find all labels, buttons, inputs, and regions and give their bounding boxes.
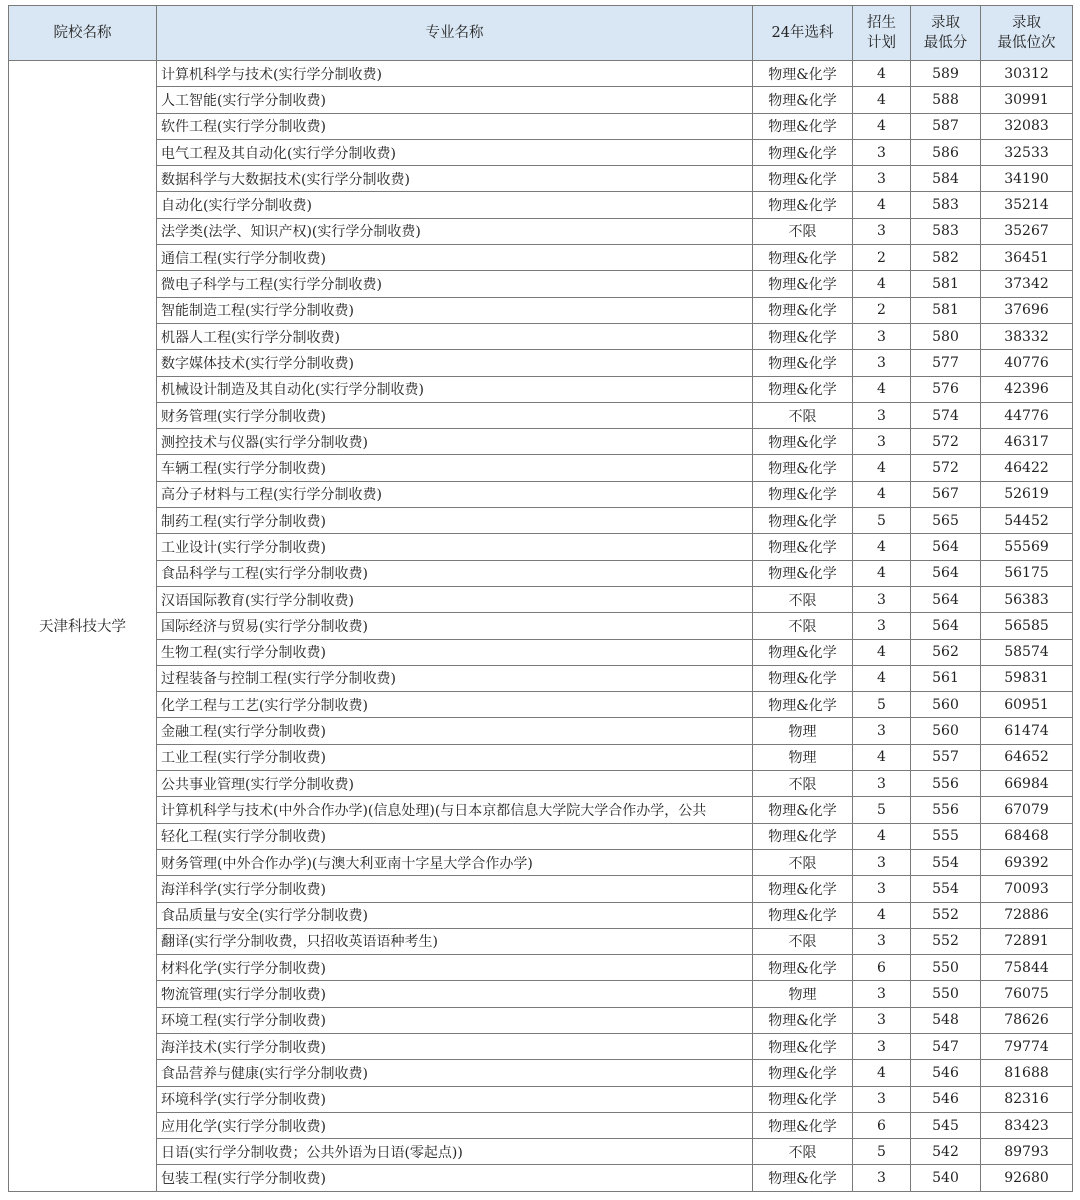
plan-cell: 4 bbox=[853, 376, 911, 402]
admission-table bbox=[8, 5, 1073, 1192]
major-cell: 食品质量与安全(实行学分制收费) bbox=[157, 902, 753, 928]
min-rank-cell: 38332 bbox=[981, 323, 1073, 349]
major-cell: 生物工程(实行学分制收费) bbox=[157, 639, 753, 665]
major-cell: 材料化学(实行学分制收费) bbox=[157, 955, 753, 981]
min-rank-cell: 75844 bbox=[981, 955, 1073, 981]
min-rank-cell: 67079 bbox=[981, 797, 1073, 823]
subjects-cell: 物理&化学 bbox=[753, 323, 853, 349]
table-row bbox=[9, 534, 1073, 560]
subjects-cell: 物理&化学 bbox=[753, 376, 853, 402]
min-rank-cell: 56585 bbox=[981, 613, 1073, 639]
subjects-cell: 物理&化学 bbox=[753, 350, 853, 376]
min-score-cell: 583 bbox=[911, 218, 981, 244]
table-row bbox=[9, 429, 1073, 455]
table-row bbox=[9, 139, 1073, 165]
plan-cell: 3 bbox=[853, 350, 911, 376]
min-score-cell: 581 bbox=[911, 271, 981, 297]
min-rank-cell: 55569 bbox=[981, 534, 1073, 560]
subjects-cell: 物理&化学 bbox=[753, 639, 853, 665]
subjects-cell: 不限 bbox=[753, 218, 853, 244]
header-school: 院校名称 bbox=[9, 6, 157, 61]
plan-cell: 4 bbox=[853, 665, 911, 691]
table-row bbox=[9, 718, 1073, 744]
table-row bbox=[9, 797, 1073, 823]
min-score-cell: 545 bbox=[911, 1112, 981, 1138]
table-row bbox=[9, 665, 1073, 691]
major-cell: 物流管理(实行学分制收费) bbox=[157, 981, 753, 1007]
subjects-cell: 不限 bbox=[753, 1139, 853, 1165]
min-score-cell: 557 bbox=[911, 744, 981, 770]
table-row bbox=[9, 323, 1073, 349]
table-row bbox=[9, 61, 1073, 87]
subjects-cell: 物理&化学 bbox=[753, 534, 853, 560]
major-cell: 计算机科学与技术(中外合作办学)(信息处理)(与日本京都信息大学院大学合作办学，公共 bbox=[157, 797, 753, 823]
table-row bbox=[9, 481, 1073, 507]
min-rank-cell: 32083 bbox=[981, 113, 1073, 139]
min-rank-cell: 37342 bbox=[981, 271, 1073, 297]
min-score-cell: 547 bbox=[911, 1033, 981, 1059]
table-row bbox=[9, 508, 1073, 534]
subjects-cell: 物理&化学 bbox=[753, 481, 853, 507]
min-score-cell: 546 bbox=[911, 1060, 981, 1086]
plan-cell: 3 bbox=[853, 1165, 911, 1191]
table-row bbox=[9, 1060, 1073, 1086]
min-rank-cell: 54452 bbox=[981, 508, 1073, 534]
plan-cell: 4 bbox=[853, 271, 911, 297]
min-score-cell: 574 bbox=[911, 402, 981, 428]
subjects-cell: 物理&化学 bbox=[753, 139, 853, 165]
header-score-line1: 录取 bbox=[931, 15, 960, 31]
plan-cell: 5 bbox=[853, 692, 911, 718]
min-rank-cell: 66984 bbox=[981, 771, 1073, 797]
subjects-cell: 不限 bbox=[753, 402, 853, 428]
major-cell: 环境工程(实行学分制收费) bbox=[157, 1007, 753, 1033]
plan-cell: 3 bbox=[853, 166, 911, 192]
major-cell: 财务管理(中外合作办学)(与澳大利亚南十字星大学合作办学) bbox=[157, 849, 753, 875]
major-cell: 工业工程(实行学分制收费) bbox=[157, 744, 753, 770]
min-rank-cell: 36451 bbox=[981, 245, 1073, 271]
major-cell: 翻译(实行学分制收费，只招收英语语种考生) bbox=[157, 928, 753, 954]
min-rank-cell: 46422 bbox=[981, 455, 1073, 481]
subjects-cell: 物理&化学 bbox=[753, 1165, 853, 1191]
min-rank-cell: 78626 bbox=[981, 1007, 1073, 1033]
major-cell: 车辆工程(实行学分制收费) bbox=[157, 455, 753, 481]
header-plan bbox=[853, 6, 911, 61]
major-cell: 汉语国际教育(实行学分制收费) bbox=[157, 586, 753, 612]
subjects-cell: 物理&化学 bbox=[753, 560, 853, 586]
table-row bbox=[9, 639, 1073, 665]
min-rank-cell: 69392 bbox=[981, 849, 1073, 875]
table-row bbox=[9, 1086, 1073, 1112]
major-cell: 数字媒体技术(实行学分制收费) bbox=[157, 350, 753, 376]
table-row bbox=[9, 271, 1073, 297]
plan-cell: 3 bbox=[853, 981, 911, 1007]
plan-cell: 3 bbox=[853, 1086, 911, 1112]
plan-cell: 6 bbox=[853, 1112, 911, 1138]
table-row bbox=[9, 955, 1073, 981]
table-row bbox=[9, 1139, 1073, 1165]
min-rank-cell: 44776 bbox=[981, 402, 1073, 428]
plan-cell: 2 bbox=[853, 245, 911, 271]
min-score-cell: 564 bbox=[911, 560, 981, 586]
table-row bbox=[9, 113, 1073, 139]
subjects-cell: 物理 bbox=[753, 981, 853, 1007]
min-rank-cell: 52619 bbox=[981, 481, 1073, 507]
major-cell: 人工智能(实行学分制收费) bbox=[157, 87, 753, 113]
subjects-cell: 物理&化学 bbox=[753, 113, 853, 139]
major-cell: 财务管理(实行学分制收费) bbox=[157, 402, 753, 428]
min-rank-cell: 70093 bbox=[981, 876, 1073, 902]
min-score-cell: 567 bbox=[911, 481, 981, 507]
min-score-cell: 589 bbox=[911, 61, 981, 87]
min-score-cell: 556 bbox=[911, 771, 981, 797]
subjects-cell: 物理&化学 bbox=[753, 692, 853, 718]
major-cell: 包装工程(实行学分制收费) bbox=[157, 1165, 753, 1191]
major-cell: 海洋技术(实行学分制收费) bbox=[157, 1033, 753, 1059]
plan-cell: 3 bbox=[853, 849, 911, 875]
min-rank-cell: 35214 bbox=[981, 192, 1073, 218]
plan-cell: 4 bbox=[853, 87, 911, 113]
table-row bbox=[9, 245, 1073, 271]
min-score-cell: 550 bbox=[911, 981, 981, 1007]
major-cell: 轻化工程(实行学分制收费) bbox=[157, 823, 753, 849]
min-rank-cell: 60951 bbox=[981, 692, 1073, 718]
subjects-cell: 物理&化学 bbox=[753, 429, 853, 455]
table-row bbox=[9, 613, 1073, 639]
major-cell: 海洋科学(实行学分制收费) bbox=[157, 876, 753, 902]
admission-table-container bbox=[8, 5, 1072, 1192]
min-score-cell: 584 bbox=[911, 166, 981, 192]
min-rank-cell: 56383 bbox=[981, 586, 1073, 612]
min-score-cell: 552 bbox=[911, 928, 981, 954]
min-score-cell: 560 bbox=[911, 718, 981, 744]
major-cell: 化学工程与工艺(实行学分制收费) bbox=[157, 692, 753, 718]
plan-cell: 5 bbox=[853, 1139, 911, 1165]
table-row bbox=[9, 902, 1073, 928]
min-score-cell: 546 bbox=[911, 1086, 981, 1112]
subjects-cell: 物理&化学 bbox=[753, 1086, 853, 1112]
subjects-cell: 物理&化学 bbox=[753, 61, 853, 87]
min-rank-cell: 82316 bbox=[981, 1086, 1073, 1112]
min-score-cell: 586 bbox=[911, 139, 981, 165]
plan-cell: 4 bbox=[853, 192, 911, 218]
min-rank-cell: 46317 bbox=[981, 429, 1073, 455]
table-row bbox=[9, 876, 1073, 902]
subjects-cell: 物理&化学 bbox=[753, 1060, 853, 1086]
min-score-cell: 582 bbox=[911, 245, 981, 271]
min-rank-cell: 72891 bbox=[981, 928, 1073, 954]
table-row bbox=[9, 771, 1073, 797]
header-min-score bbox=[911, 6, 981, 61]
subjects-cell: 物理&化学 bbox=[753, 166, 853, 192]
header-min-rank bbox=[981, 6, 1073, 61]
min-rank-cell: 30991 bbox=[981, 87, 1073, 113]
min-score-cell: 554 bbox=[911, 849, 981, 875]
major-cell: 过程装备与控制工程(实行学分制收费) bbox=[157, 665, 753, 691]
min-score-cell: 562 bbox=[911, 639, 981, 665]
table-row bbox=[9, 744, 1073, 770]
min-score-cell: 554 bbox=[911, 876, 981, 902]
min-rank-cell: 32533 bbox=[981, 139, 1073, 165]
table-body bbox=[9, 61, 1073, 1192]
major-cell: 电气工程及其自动化(实行学分制收费) bbox=[157, 139, 753, 165]
header-rank-line1: 录取 bbox=[1012, 15, 1041, 31]
table-row bbox=[9, 218, 1073, 244]
major-cell: 工业设计(实行学分制收费) bbox=[157, 534, 753, 560]
min-rank-cell: 61474 bbox=[981, 718, 1073, 744]
table-row bbox=[9, 87, 1073, 113]
min-rank-cell: 40776 bbox=[981, 350, 1073, 376]
min-rank-cell: 64652 bbox=[981, 744, 1073, 770]
major-cell: 高分子材料与工程(实行学分制收费) bbox=[157, 481, 753, 507]
min-score-cell: 542 bbox=[911, 1139, 981, 1165]
subjects-cell: 物理&化学 bbox=[753, 665, 853, 691]
min-rank-cell: 30312 bbox=[981, 61, 1073, 87]
subjects-cell: 物理&化学 bbox=[753, 902, 853, 928]
plan-cell: 3 bbox=[853, 429, 911, 455]
table-row bbox=[9, 166, 1073, 192]
min-rank-cell: 76075 bbox=[981, 981, 1073, 1007]
major-cell: 智能制造工程(实行学分制收费) bbox=[157, 297, 753, 323]
major-cell: 数据科学与大数据技术(实行学分制收费) bbox=[157, 166, 753, 192]
min-rank-cell: 72886 bbox=[981, 902, 1073, 928]
min-score-cell: 572 bbox=[911, 429, 981, 455]
plan-cell: 4 bbox=[853, 902, 911, 928]
subjects-cell: 不限 bbox=[753, 613, 853, 639]
plan-cell: 3 bbox=[853, 1007, 911, 1033]
plan-cell: 4 bbox=[853, 639, 911, 665]
plan-cell: 4 bbox=[853, 455, 911, 481]
table-row bbox=[9, 981, 1073, 1007]
major-cell: 公共事业管理(实行学分制收费) bbox=[157, 771, 753, 797]
min-score-cell: 577 bbox=[911, 350, 981, 376]
plan-cell: 5 bbox=[853, 797, 911, 823]
major-cell: 应用化学(实行学分制收费) bbox=[157, 1112, 753, 1138]
min-score-cell: 581 bbox=[911, 297, 981, 323]
subjects-cell: 不限 bbox=[753, 771, 853, 797]
plan-cell: 3 bbox=[853, 402, 911, 428]
table-row bbox=[9, 402, 1073, 428]
min-score-cell: 548 bbox=[911, 1007, 981, 1033]
table-row bbox=[9, 849, 1073, 875]
major-cell: 日语(实行学分制收费；公共外语为日语(零起点)) bbox=[157, 1139, 753, 1165]
plan-cell: 4 bbox=[853, 113, 911, 139]
subjects-cell: 不限 bbox=[753, 849, 853, 875]
min-rank-cell: 83423 bbox=[981, 1112, 1073, 1138]
min-rank-cell: 68468 bbox=[981, 823, 1073, 849]
min-rank-cell: 59831 bbox=[981, 665, 1073, 691]
table-row bbox=[9, 350, 1073, 376]
min-score-cell: 588 bbox=[911, 87, 981, 113]
plan-cell: 4 bbox=[853, 744, 911, 770]
subjects-cell: 物理&化学 bbox=[753, 192, 853, 218]
plan-cell: 4 bbox=[853, 61, 911, 87]
min-score-cell: 550 bbox=[911, 955, 981, 981]
min-rank-cell: 58574 bbox=[981, 639, 1073, 665]
table-row bbox=[9, 1165, 1073, 1191]
min-score-cell: 587 bbox=[911, 113, 981, 139]
subjects-cell: 不限 bbox=[753, 928, 853, 954]
plan-cell: 3 bbox=[853, 718, 911, 744]
table-row bbox=[9, 455, 1073, 481]
table-row bbox=[9, 1112, 1073, 1138]
header-plan-line1: 招生 bbox=[867, 15, 896, 31]
subjects-cell: 物理&化学 bbox=[753, 797, 853, 823]
header-subjects: 24年选科 bbox=[753, 6, 853, 61]
plan-cell: 3 bbox=[853, 613, 911, 639]
min-rank-cell: 56175 bbox=[981, 560, 1073, 586]
table-row bbox=[9, 692, 1073, 718]
table-row bbox=[9, 1007, 1073, 1033]
min-score-cell: 564 bbox=[911, 613, 981, 639]
table-row bbox=[9, 297, 1073, 323]
major-cell: 制药工程(实行学分制收费) bbox=[157, 508, 753, 534]
plan-cell: 4 bbox=[853, 1060, 911, 1086]
table-row bbox=[9, 560, 1073, 586]
plan-cell: 2 bbox=[853, 297, 911, 323]
subjects-cell: 不限 bbox=[753, 586, 853, 612]
major-cell: 计算机科学与技术(实行学分制收费) bbox=[157, 61, 753, 87]
subjects-cell: 物理 bbox=[753, 718, 853, 744]
major-cell: 测控技术与仪器(实行学分制收费) bbox=[157, 429, 753, 455]
min-rank-cell: 37696 bbox=[981, 297, 1073, 323]
subjects-cell: 物理&化学 bbox=[753, 1007, 853, 1033]
major-cell: 机械设计制造及其自动化(实行学分制收费) bbox=[157, 376, 753, 402]
min-rank-cell: 42396 bbox=[981, 376, 1073, 402]
major-cell: 法学类(法学、知识产权)(实行学分制收费) bbox=[157, 218, 753, 244]
plan-cell: 3 bbox=[853, 876, 911, 902]
subjects-cell: 物理&化学 bbox=[753, 271, 853, 297]
table-row bbox=[9, 376, 1073, 402]
min-score-cell: 564 bbox=[911, 534, 981, 560]
subjects-cell: 物理&化学 bbox=[753, 1033, 853, 1059]
table-row bbox=[9, 1033, 1073, 1059]
plan-cell: 3 bbox=[853, 586, 911, 612]
major-cell: 食品科学与工程(实行学分制收费) bbox=[157, 560, 753, 586]
major-cell: 自动化(实行学分制收费) bbox=[157, 192, 753, 218]
subjects-cell: 物理&化学 bbox=[753, 245, 853, 271]
plan-cell: 3 bbox=[853, 323, 911, 349]
min-rank-cell: 92680 bbox=[981, 1165, 1073, 1191]
subjects-cell: 物理&化学 bbox=[753, 823, 853, 849]
plan-cell: 3 bbox=[853, 218, 911, 244]
table-header bbox=[9, 6, 1073, 61]
major-cell: 食品营养与健康(实行学分制收费) bbox=[157, 1060, 753, 1086]
header-rank-line2: 最低位次 bbox=[997, 35, 1056, 51]
min-score-cell: 583 bbox=[911, 192, 981, 218]
plan-cell: 6 bbox=[853, 955, 911, 981]
min-score-cell: 564 bbox=[911, 586, 981, 612]
subjects-cell: 物理&化学 bbox=[753, 87, 853, 113]
subjects-cell: 物理&化学 bbox=[753, 955, 853, 981]
subjects-cell: 物理&化学 bbox=[753, 455, 853, 481]
plan-cell: 3 bbox=[853, 139, 911, 165]
min-rank-cell: 89793 bbox=[981, 1139, 1073, 1165]
subjects-cell: 物理&化学 bbox=[753, 1112, 853, 1138]
subjects-cell: 物理&化学 bbox=[753, 508, 853, 534]
subjects-cell: 物理&化学 bbox=[753, 297, 853, 323]
subjects-cell: 物理 bbox=[753, 744, 853, 770]
major-cell: 机器人工程(实行学分制收费) bbox=[157, 323, 753, 349]
min-rank-cell: 81688 bbox=[981, 1060, 1073, 1086]
min-rank-cell: 79774 bbox=[981, 1033, 1073, 1059]
plan-cell: 3 bbox=[853, 928, 911, 954]
min-rank-cell: 35267 bbox=[981, 218, 1073, 244]
subjects-cell: 物理&化学 bbox=[753, 876, 853, 902]
min-score-cell: 540 bbox=[911, 1165, 981, 1191]
table-row bbox=[9, 192, 1073, 218]
header-score-line2: 最低分 bbox=[923, 35, 968, 51]
min-score-cell: 560 bbox=[911, 692, 981, 718]
min-score-cell: 552 bbox=[911, 902, 981, 928]
table-row bbox=[9, 586, 1073, 612]
header-major: 专业名称 bbox=[157, 6, 753, 61]
plan-cell: 4 bbox=[853, 534, 911, 560]
plan-cell: 4 bbox=[853, 823, 911, 849]
table-row bbox=[9, 928, 1073, 954]
plan-cell: 4 bbox=[853, 560, 911, 586]
plan-cell: 5 bbox=[853, 508, 911, 534]
major-cell: 微电子科学与工程(实行学分制收费) bbox=[157, 271, 753, 297]
min-score-cell: 555 bbox=[911, 823, 981, 849]
major-cell: 金融工程(实行学分制收费) bbox=[157, 718, 753, 744]
header-plan-line2: 计划 bbox=[867, 35, 896, 51]
min-score-cell: 580 bbox=[911, 323, 981, 349]
plan-cell: 3 bbox=[853, 1033, 911, 1059]
min-score-cell: 572 bbox=[911, 455, 981, 481]
min-score-cell: 576 bbox=[911, 376, 981, 402]
min-score-cell: 565 bbox=[911, 508, 981, 534]
major-cell: 通信工程(实行学分制收费) bbox=[157, 245, 753, 271]
major-cell: 国际经济与贸易(实行学分制收费) bbox=[157, 613, 753, 639]
plan-cell: 4 bbox=[853, 481, 911, 507]
major-cell: 软件工程(实行学分制收费) bbox=[157, 113, 753, 139]
plan-cell: 3 bbox=[853, 771, 911, 797]
min-rank-cell: 34190 bbox=[981, 166, 1073, 192]
table-row bbox=[9, 823, 1073, 849]
min-score-cell: 556 bbox=[911, 797, 981, 823]
min-score-cell: 561 bbox=[911, 665, 981, 691]
school-name-cell: 天津科技大学 bbox=[9, 61, 157, 1192]
major-cell: 环境科学(实行学分制收费) bbox=[157, 1086, 753, 1112]
